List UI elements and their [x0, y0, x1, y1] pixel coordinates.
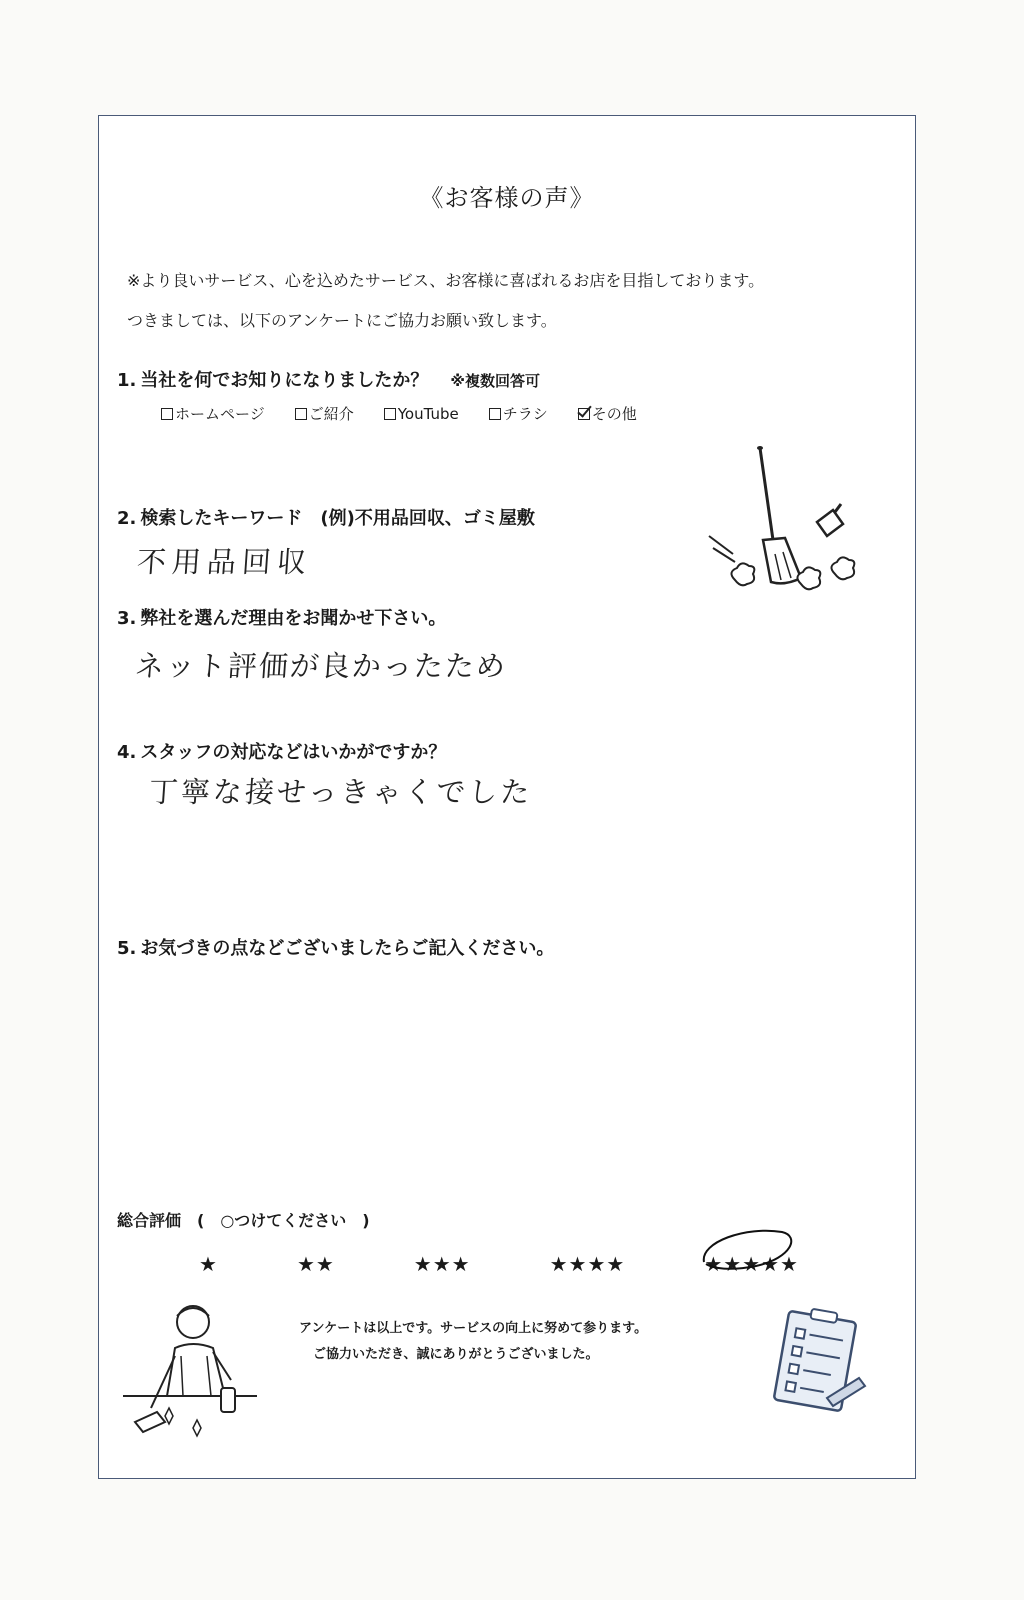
question-3: [117, 604, 446, 630]
question-4: [117, 738, 446, 764]
intro-line-1: ※より良いサービス、心を込めたサービス、お客様に喜ばれるお店を目指しております。: [127, 271, 765, 290]
question-number: 3.: [117, 608, 137, 629]
rating-1-star[interactable]: ★: [199, 1252, 218, 1276]
question-text: お気づきの点などございましたらご記入ください。: [140, 938, 555, 959]
option-label: YouTube: [397, 404, 459, 423]
option-label: ご紹介: [308, 405, 354, 423]
staff-cleaning-icon: [121, 1296, 261, 1446]
question-number: 4.: [117, 742, 137, 763]
rating-2-stars[interactable]: ★★: [296, 1252, 335, 1276]
rating-3-stars[interactable]: ★★★: [413, 1252, 471, 1276]
checkbox[interactable]: [384, 408, 396, 420]
checkbox[interactable]: [489, 408, 501, 420]
rating-stars: [199, 1252, 799, 1276]
question-number: 5.: [117, 938, 137, 959]
survey-sheet: [98, 115, 916, 1479]
option-youtube[interactable]: [384, 403, 459, 424]
checkbox-checked[interactable]: [578, 408, 590, 420]
question-5: [117, 934, 554, 960]
option-label: チラシ: [502, 405, 548, 423]
rating-5-stars-wrap[interactable]: [704, 1252, 799, 1276]
question-1: [117, 366, 540, 392]
question-text: スタッフの対応などはいかがですか？: [140, 742, 447, 763]
source-options: [161, 403, 637, 424]
rating-4-stars[interactable]: ★★★★: [549, 1252, 626, 1276]
option-flyer[interactable]: [489, 403, 548, 424]
hand-drawn-circle-icon: [696, 1222, 800, 1282]
checkbox[interactable]: [161, 408, 173, 420]
answer-q4: 丁寧な接せっきゃくでした: [147, 775, 534, 809]
thanks-message: [299, 1316, 647, 1368]
thanks-line-2: ご協力いただき、誠にありがとうございました。: [313, 1347, 599, 1362]
intro-text: [127, 261, 764, 341]
question-text: 当社を何でお知りになりましたか？: [140, 370, 429, 391]
option-referral[interactable]: [295, 403, 354, 424]
rating-label: 総合評価 ( ○つけてください ): [117, 1211, 370, 1230]
question-number: 2.: [117, 508, 137, 529]
rating-5-stars: ★★★★★: [704, 1252, 799, 1276]
answer-q3: ネット評価が良かったため: [133, 649, 509, 683]
checkbox[interactable]: [295, 408, 307, 420]
intro-line-2: つきましては、以下のアンケートにご協力お願い致します。: [127, 311, 557, 330]
question-note: ※複数回答可: [450, 372, 540, 390]
question-text: 検索したキーワード (例)不用品回収、ゴミ屋敷: [140, 508, 535, 529]
question-2: [117, 504, 535, 530]
option-label: ホームページ: [175, 405, 265, 423]
answer-q2: 不用品回収: [135, 545, 314, 579]
survey-title: 《お客様の声》: [419, 184, 595, 212]
thanks-line-1: アンケートは以上です。サービスの向上に努めて参ります。: [299, 1321, 648, 1336]
question-text: 弊社を選んだ理由をお聞かせ下さい。: [140, 608, 447, 629]
question-number: 1.: [117, 370, 137, 391]
option-other[interactable]: [578, 403, 637, 424]
option-homepage[interactable]: [161, 403, 265, 424]
broom-dustpan-icon: [705, 444, 865, 604]
clipboard-icon: [769, 1306, 869, 1416]
option-label: その他: [591, 405, 637, 423]
